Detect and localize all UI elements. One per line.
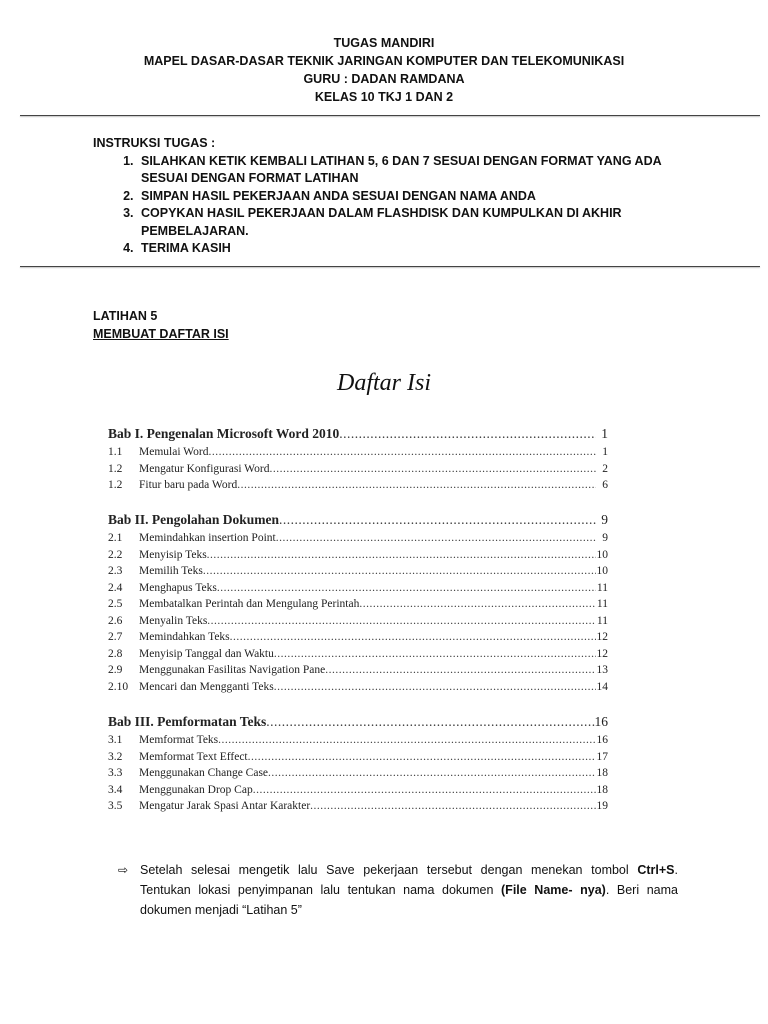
- toc-item-row: [108, 446, 608, 463]
- toc-item-row: [108, 664, 608, 681]
- toc-leader: [237, 479, 596, 491]
- toc-title: Daftar Isi: [336, 370, 431, 396]
- toc-leader: [217, 582, 596, 594]
- toc-item-row: [108, 582, 608, 599]
- toc-item-text: Memulai Word: [139, 446, 209, 458]
- note-filename-label-end: nya): [580, 883, 606, 897]
- toc-page-number: 17: [596, 750, 608, 763]
- toc-leader: [208, 446, 596, 458]
- exercise-subtitle: MEMBUAT DAFTAR ISI: [93, 327, 229, 341]
- toc-item-row: [108, 648, 608, 665]
- document-header: [0, 34, 768, 106]
- header-divider: [20, 115, 760, 116]
- toc-item-text: Memformat Teks: [139, 734, 219, 746]
- instruction-item: 3. COPYKAN HASIL PEKERJAAN DALAM FLASHDISK DAN KUMPULKAN DI AKHIR PEMBELAJARAN.: [137, 205, 693, 240]
- toc-item-text: Menggunakan Drop Cap: [139, 783, 253, 796]
- toc-item-text: Membatalkan Perintah dan Mengulang Perintah: [139, 598, 360, 610]
- header-line-1: TUGAS MANDIRI: [333, 36, 435, 50]
- exercise-heading: [93, 307, 229, 343]
- toc-leader: [230, 631, 596, 643]
- instructions-divider: [20, 266, 760, 267]
- toc-item-text: Menyisip Teks: [139, 548, 207, 561]
- toc-page-number: 16: [596, 734, 608, 746]
- toc-item-number: 3.2: [108, 750, 123, 763]
- arrow-right-icon: ⇨: [118, 863, 129, 877]
- exercise-title: LATIHAN 5: [93, 309, 158, 323]
- toc-item-number: 2.2: [108, 548, 123, 561]
- toc-page-number: 14: [596, 680, 608, 693]
- toc-page-number: 6: [602, 479, 608, 491]
- toc-page-number: 11: [596, 598, 608, 610]
- instruction-item: 1. SILAHKAN KETIK KEMBALI LATIHAN 5, 6 DAN 7 SESUAI DENGAN FORMAT YANG ADA SESUAI DENGAN FORMAT LATIHAN: [137, 153, 693, 188]
- toc-chapter-title: Bab III. Pemformatan Teks: [108, 714, 267, 729]
- toc-page-number: 11: [596, 614, 608, 627]
- toc-item-number: 1.2: [108, 462, 123, 475]
- toc-page-number: 16: [594, 714, 608, 729]
- toc-item-text: Menggunakan Change Case: [139, 767, 269, 779]
- toc-leader: [207, 549, 596, 561]
- toc-leader: [274, 648, 596, 660]
- toc-item-text: Memindahkan insertion Point: [139, 532, 276, 544]
- toc-item-text: Menyalin Teks: [139, 614, 208, 627]
- header-line-2: MAPEL DASAR-DASAR TEKNIK JARINGAN KOMPUTER DAN TELEKOMUNIKASI: [143, 54, 625, 68]
- toc-item-number: 2.10: [108, 680, 129, 693]
- header-line-3: GURU : DADAN RAMDANA: [303, 72, 465, 86]
- instructions-title: INSTRUKSI TUGAS :: [93, 136, 216, 150]
- toc-item-number: 2.8: [108, 647, 123, 660]
- toc-page-number: 12: [596, 631, 608, 643]
- note-paragraph: [140, 860, 678, 920]
- toc-chapter-title: Bab II. Pengolahan Dokumen: [108, 512, 280, 527]
- toc-page-number: 11: [596, 581, 608, 594]
- toc-leader: [339, 426, 596, 442]
- toc-page-number: 10: [596, 548, 608, 561]
- toc-page-number: 1: [601, 426, 608, 441]
- note-filename-label: (File Name-: [501, 883, 573, 897]
- note-text: . Tentukan lokasi penyimpanan lalu tentukan nama dokumen: [140, 863, 678, 897]
- toc-item-text: Menyisip Tanggal dan Waktu: [139, 647, 274, 660]
- toc-item-number: 2.7: [108, 631, 123, 643]
- toc-leader: [325, 664, 596, 676]
- toc-item-row: [108, 751, 608, 768]
- toc-section: [108, 512, 608, 697]
- toc-item-number: 2.9: [108, 664, 123, 676]
- toc-item-number: 2.1: [108, 532, 123, 544]
- toc-chapter-row: [108, 512, 608, 532]
- toc-item-row: [108, 784, 608, 801]
- toc-item-row: [108, 463, 608, 480]
- toc-item-row: [108, 631, 608, 648]
- toc-leader: [269, 463, 596, 475]
- toc-item-row: [108, 598, 608, 615]
- toc-item-number: 1.2: [108, 479, 123, 491]
- toc-page-number: 19: [596, 800, 608, 812]
- toc-leader: [310, 800, 596, 812]
- toc-chapter-row: [108, 714, 608, 734]
- toc-item-row: [108, 532, 608, 549]
- toc-item-text: Mencari dan Mengganti Teks: [139, 680, 274, 693]
- toc-leader: [218, 734, 596, 746]
- toc-leader: [248, 751, 596, 763]
- toc-item-text: Menghapus Teks: [139, 581, 217, 594]
- toc-page-number: 10: [596, 565, 608, 577]
- toc-item-row: [108, 549, 608, 566]
- toc-item-number: 1.1: [108, 446, 123, 458]
- toc-section: [108, 714, 608, 817]
- toc-page-number: 13: [596, 664, 608, 676]
- toc-item-text: Memindahkan Teks: [139, 631, 230, 643]
- toc-item-row: [108, 565, 608, 582]
- toc-leader: [266, 714, 594, 730]
- toc-item-text: Menggunakan Fasilitas Navigation Pane: [139, 664, 326, 676]
- instruction-item: 4. TERIMA KASIH: [137, 240, 693, 258]
- toc-leader: [253, 784, 596, 796]
- toc-chapter-title: Bab I. Pengenalan Microsoft Word 2010: [108, 426, 340, 441]
- toc-item-row: [108, 615, 608, 632]
- toc-item-number: 2.6: [108, 614, 123, 627]
- note-text: . Beri nama dokumen menjadi “Latihan 5”: [140, 883, 678, 917]
- toc-page-number: 2: [602, 462, 608, 475]
- toc-item-row: [108, 681, 608, 698]
- toc-item-number: 3.5: [108, 800, 123, 812]
- toc-item-text: Memilih Teks: [139, 565, 203, 577]
- toc-item-number: 3.4: [108, 783, 123, 796]
- toc-leader: [359, 598, 596, 610]
- toc-item-text: Fitur baru pada Word: [139, 479, 238, 491]
- toc-item-text: Mengatur Jarak Spasi Antar Karakter: [139, 800, 311, 812]
- toc-page-number: 12: [596, 647, 608, 660]
- toc-item-row: [108, 734, 608, 751]
- toc-leader: [207, 615, 596, 627]
- toc-leader: [203, 565, 596, 577]
- toc-leader: [276, 532, 596, 544]
- toc-page-number: 9: [602, 532, 608, 544]
- note-shortcut: Ctrl+S: [637, 863, 675, 877]
- toc-item-text: Mengatur Konfigurasi Word: [139, 462, 270, 475]
- toc-page-number: 9: [601, 512, 608, 527]
- toc-section: [108, 426, 608, 496]
- toc-page-number: 18: [596, 783, 608, 796]
- header-line-4: KELAS 10 TKJ 1 DAN 2: [314, 90, 454, 104]
- instruction-item: 2. SIMPAN HASIL PEKERJAAN ANDA SESUAI DENGAN NAMA ANDA: [137, 188, 693, 206]
- toc-item-text: Memformat Text Effect: [139, 750, 248, 763]
- instructions-block: [93, 135, 693, 258]
- toc-item-number: 2.5: [108, 598, 123, 610]
- toc-leader: [274, 681, 596, 693]
- note-text: Setelah selesai mengetik lalu Save pekerjaan tersebut dengan menekan tombol: [140, 863, 638, 877]
- toc-page-number: 1: [602, 446, 608, 458]
- toc-item-row: [108, 800, 608, 817]
- toc-leader: [268, 767, 596, 779]
- toc-item-number: 2.3: [108, 565, 123, 577]
- toc-page-number: 18: [596, 767, 608, 779]
- toc-chapter-row: [108, 426, 608, 446]
- toc-item-row: [108, 479, 608, 496]
- toc-item-row: [108, 767, 608, 784]
- save-instruction-note: [118, 860, 678, 920]
- toc-item-number: 3.3: [108, 767, 123, 779]
- toc-leader: [279, 512, 596, 528]
- instructions-list: [93, 153, 693, 258]
- toc-item-number: 3.1: [108, 734, 123, 746]
- toc-item-number: 2.4: [108, 581, 123, 594]
